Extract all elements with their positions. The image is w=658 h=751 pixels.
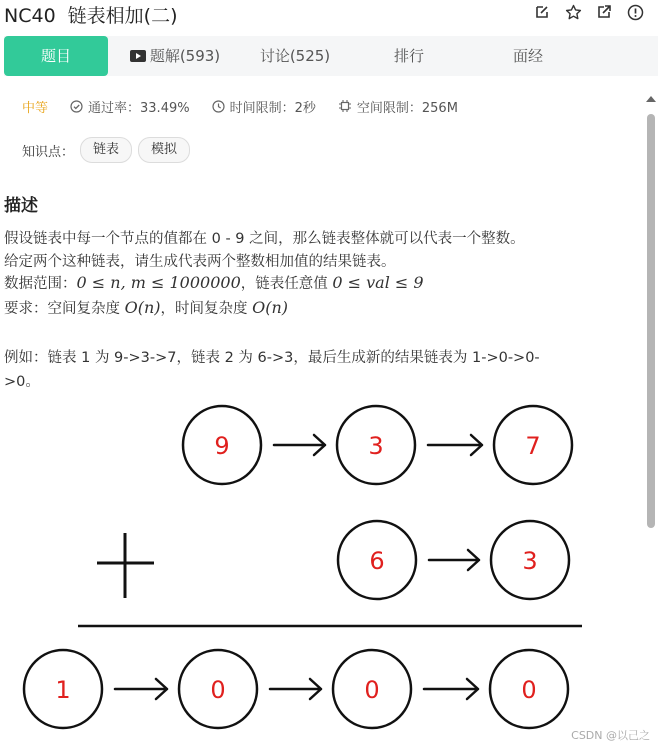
description-heading: 描述 (4, 196, 38, 216)
problem-name: 链表相加(二) (67, 5, 178, 27)
problem-code: NC40 (4, 5, 56, 27)
range-prefix: 数据范围： (4, 276, 77, 292)
description-range (4, 272, 424, 293)
pass-rate (70, 97, 190, 116)
time-complexity-math: O(n) (252, 298, 289, 317)
check-circle-icon (70, 100, 83, 113)
description-line-1: 假设链表中每一个节点的值都在 0 - 9 之间，那么链表整体就可以代表一个整数。 (4, 231, 525, 247)
tab-problem[interactable]: 题目 (4, 36, 108, 76)
time-limit-text: 时间限制：2秒 (229, 100, 316, 116)
report-icon[interactable] (626, 3, 644, 21)
header-actions (533, 3, 644, 21)
tab-ranking[interactable]: 排行 (393, 47, 424, 65)
tab-solutions-label: 题解(593) (149, 47, 221, 65)
tab-interview[interactable]: 面经 (512, 47, 543, 65)
edit-icon[interactable] (533, 3, 551, 21)
tag-linked-list[interactable]: 链表 (80, 137, 132, 163)
tab-bar (4, 36, 658, 76)
result-node-2-value: 0 (364, 676, 380, 704)
range-math-val: 0 ≤ val ≤ 9 (332, 273, 424, 292)
linked-list-addition-diagram (0, 395, 640, 751)
tag-simulation[interactable]: 模拟 (138, 137, 190, 163)
list1-node-1-value: 3 (368, 432, 384, 460)
tab-discussion[interactable]: 讨论(525) (259, 47, 331, 65)
list1-arrow-1 (428, 435, 482, 455)
result-arrow-0 (115, 679, 167, 699)
share-icon[interactable] (595, 3, 613, 21)
plus-sign (97, 533, 154, 598)
result-node-1-value: 0 (210, 676, 226, 704)
range-mid: ，链表任意值 (240, 276, 333, 292)
result-arrow-1 (270, 679, 321, 699)
star-icon[interactable] (564, 3, 582, 21)
list2-node-0-value: 6 (369, 547, 385, 575)
tab-solutions[interactable] (120, 36, 230, 76)
space-limit (338, 97, 458, 116)
list2-arrow-0 (429, 550, 479, 570)
difficulty-badge: 中等 (22, 100, 49, 116)
result-node-3-value: 0 (521, 676, 537, 704)
space-limit-text: 空间限制：256M (356, 100, 458, 116)
list1-arrow-0 (274, 435, 325, 455)
watermark: CSDN @以己之 (571, 729, 650, 742)
result-arrow-2 (424, 679, 478, 699)
example-line-1: 例如：链表 1 为 9->3->7，链表 2 为 6->3，最后生成新的结果链表为 1->0->0- (4, 350, 540, 366)
description-line-2: 给定两个这种链表，请生成代表两个整数相加值的结果链表。 (4, 254, 396, 270)
video-icon (130, 50, 146, 62)
result-node-0-value: 1 (55, 676, 71, 704)
list1-node-0-value: 9 (214, 432, 230, 460)
problem-title (4, 1, 177, 28)
complexity-mid: ，时间复杂度 (160, 301, 253, 317)
description-complexity (4, 297, 288, 318)
scrollbar[interactable] (644, 92, 658, 751)
space-complexity-math: O(n) (124, 298, 161, 317)
list2-node-1-value: 3 (522, 547, 538, 575)
chip-icon (338, 99, 352, 113)
clock-icon (212, 100, 225, 113)
tags-label: 知识点： (22, 144, 75, 160)
example-line-2: >0。 (4, 374, 40, 390)
knowledge-tags (22, 137, 190, 163)
scroll-thumb[interactable] (647, 114, 655, 528)
problem-meta (22, 96, 480, 116)
scroll-up-arrow-icon[interactable] (644, 92, 658, 106)
header (0, 0, 658, 30)
time-limit (212, 97, 316, 116)
range-math-nm: 0 ≤ n, m ≤ 1000000 (76, 273, 241, 292)
pass-rate-text: 通过率：33.49% (88, 100, 190, 116)
list1-node-2-value: 7 (525, 432, 541, 460)
complexity-prefix: 要求：空间复杂度 (4, 301, 125, 317)
